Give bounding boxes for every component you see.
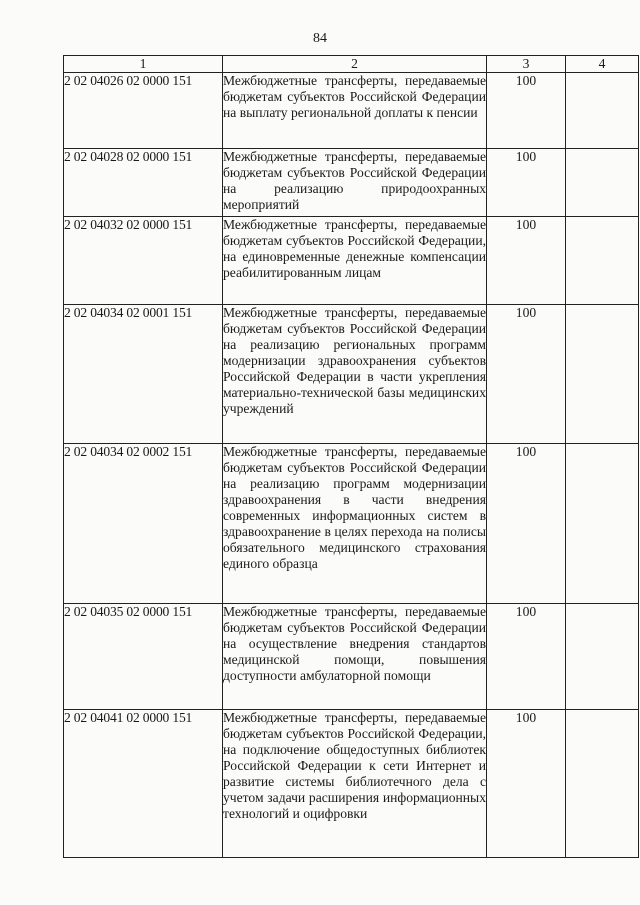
column-header-4: 4 xyxy=(566,56,639,73)
budget-description: Межбюджетные трансферты, передаваемые бюджетам субъектов Российской Федерации на реализацию программ модернизации здравоохранения в части внедрения современных информационных систем в здравоохранение в целях перехода на полисы обязательного медицинского страхования единого образца xyxy=(223,444,487,604)
budget-description: Межбюджетные трансферты, передаваемые бюджетам субъектов Российской Федерации на реализацию региональных программ модернизации здравоохранения субъектов Российской Федерации в части укрепления материально-технической базы медицинских учреждений xyxy=(223,305,487,444)
column-header-1: 1 xyxy=(64,56,223,73)
budget-description: Межбюджетные трансферты, передаваемые бюджетам субъектов Российской Федерации на реализацию природоохранных мероприятий xyxy=(223,149,487,217)
budget-code: 2 02 04032 02 0000 151 xyxy=(64,217,223,305)
table-header-row xyxy=(64,56,639,73)
table-row xyxy=(64,73,639,149)
budget-amount: 100 xyxy=(487,217,566,305)
table-row xyxy=(64,604,639,710)
page-number: 84 xyxy=(313,31,327,46)
budget-description: Межбюджетные трансферты, передаваемые бюджетам субъектов Российской Федерации на осуществление внедрения стандартов медицинской помощи, повышения доступности амбулаторной помощи xyxy=(223,604,487,710)
column-header-2: 2 xyxy=(223,56,487,73)
column-4-cell xyxy=(566,710,639,858)
budget-amount: 100 xyxy=(487,73,566,149)
table-row xyxy=(64,217,639,305)
budget-code: 2 02 04041 02 0000 151 xyxy=(64,710,223,858)
budget-code: 2 02 04026 02 0000 151 xyxy=(64,73,223,149)
table-row xyxy=(64,710,639,858)
column-4-cell xyxy=(566,444,639,604)
budget-code: 2 02 04034 02 0002 151 xyxy=(64,444,223,604)
budget-amount: 100 xyxy=(487,149,566,217)
column-header-3: 3 xyxy=(487,56,566,73)
budget-amount: 100 xyxy=(487,710,566,858)
column-4-cell xyxy=(566,305,639,444)
budget-description: Межбюджетные трансферты, передаваемые бюджетам субъектов Российской Федерации, на единовременные денежные компенсации реабилитированным лицам xyxy=(223,217,487,305)
table-row xyxy=(64,305,639,444)
table-row xyxy=(64,444,639,604)
budget-table xyxy=(63,55,639,858)
column-4-cell xyxy=(566,149,639,217)
budget-code: 2 02 04035 02 0000 151 xyxy=(64,604,223,710)
budget-code: 2 02 04034 02 0001 151 xyxy=(64,305,223,444)
budget-description: Межбюджетные трансферты, передаваемые бюджетам субъектов Российской Федерации, на подключение общедоступных библиотек Российской Федерации к сети Интернет и развитие системы библиотечного дела с учетом задачи расширения информационных технологий и оцифровки xyxy=(223,710,487,858)
column-4-cell xyxy=(566,73,639,149)
column-4-cell xyxy=(566,217,639,305)
column-4-cell xyxy=(566,604,639,710)
budget-amount: 100 xyxy=(487,305,566,444)
table-row xyxy=(64,149,639,217)
budget-description: Межбюджетные трансферты, передаваемые бюджетам субъектов Российской Федерации на выплату региональной доплаты к пенсии xyxy=(223,73,487,149)
budget-amount: 100 xyxy=(487,604,566,710)
budget-code: 2 02 04028 02 0000 151 xyxy=(64,149,223,217)
budget-amount: 100 xyxy=(487,444,566,604)
